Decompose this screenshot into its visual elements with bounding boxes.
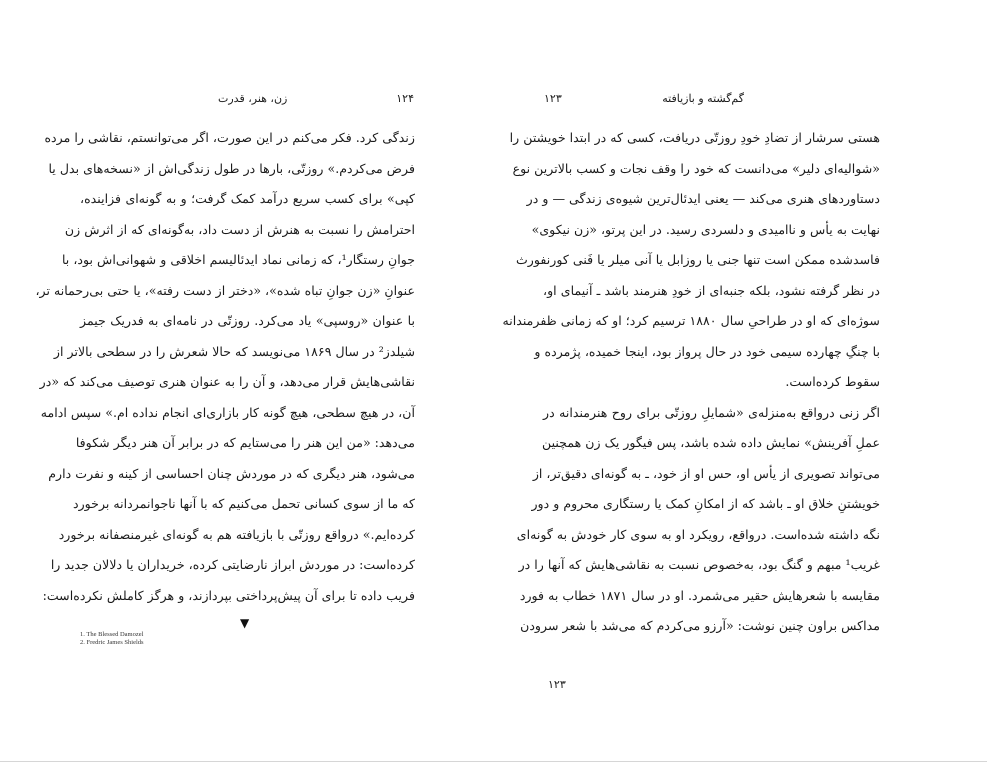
- text-line: شیلدز² در سال ۱۸۶۹ می‌نویسد که حالا شعرش را در سطحی بالاتر از: [53, 343, 415, 359]
- footnote: 1. The Blessed Damozel: [80, 631, 144, 638]
- text-line: آن، در هیچ سطحی، هیچ گونه کار بازاری‌ای انجام نداده ام.» سپس ادامه: [40, 404, 415, 420]
- text-line: سقوط کرده‌است.: [785, 374, 880, 389]
- text-line: فاسدشده ممکن است تنها جنی یا روزابل یا آنی میلر یا فَنی کورنفورث: [515, 252, 880, 267]
- text-line: مقایسه با شعرهایش حقیر می‌شمرد. او در سال ۱۸۷۱ خطاب به فورد: [519, 587, 880, 603]
- text-line: فریب داده تا برای آن پیش‌پرداختی بپردازند، و هرگز کاملش نکرده‌است:: [42, 587, 415, 603]
- text-line: می‌شود، هنر دیگری که در موردش چنان احساسی از کینه و نفرت دارم: [48, 465, 415, 481]
- text-line: فرض می‌کردم.» روزتّی، بارها در طول زندگی‌اش از «نسخه‌های بدل یا: [48, 160, 415, 176]
- left-running-head: [218, 90, 414, 108]
- text-line: جوانِ رستگار¹، که زمانی نماد ایدئالیسم اخلاقی و شهوانی‌اش بود، با: [61, 252, 415, 267]
- text-line: نهایت به یأس و ناامیدی و دلسردی رسید. در این پرتو، «زن نیکوی»: [531, 221, 880, 237]
- text-line: مداکس براون چنین نوشت: «آرزو می‌کردم که می‌شد با شعر سرودن: [520, 618, 880, 633]
- left-body-text: [35, 123, 415, 611]
- text-line: که ما از سوی کسانی تحمل می‌کنیم که با آنها ناجوانمردانه برخورد: [72, 496, 415, 511]
- text-line: عنوانِ «زن جوانِ تباه شده»، «دختر از دست رفته»، یا حتی بی‌رحمانه تر،: [35, 282, 415, 298]
- text-line: عملِ آفرینش» نمایش داده شده باشد، پس فیگور یک زن همچنین: [542, 435, 880, 450]
- text-line: دستاوردهای هنری می‌کند — یعنی ایدئال‌ترین شیوه‌ی زندگی — و در: [526, 191, 880, 206]
- text-line: در نظر گرفته نشود، بلکه جنبه‌ای از خودِ هنرمند باشد ـ آنیمای او،: [543, 282, 880, 298]
- text-line: می‌تواند تصویری از یأس او، حس او از خود، ـ به گونه‌ای دقیق‌تر، از: [532, 465, 880, 481]
- left-running-title: زن، هنر، قدرت: [218, 92, 288, 105]
- right-footer-page-number: ۱۲۳: [548, 678, 566, 691]
- bottom-divider: [0, 761, 987, 762]
- text-line: احترامش را نسبت به هنرش از دست داد، به‌گونه‌ای که از اثرش زن: [64, 221, 415, 237]
- left-page-number: ۱۲۴: [396, 92, 414, 105]
- text-line: کپی» برای کسب سریع درآمد کمک گرفت؛ و به گونه‌ای فزاینده،: [80, 191, 415, 206]
- right-page-number: ۱۲۳: [544, 92, 562, 105]
- footnotes: [80, 631, 280, 647]
- text-line: می‌دهد: «من این هنر را می‌ستایم که در برابر آن هنر دیگر شکوفا: [75, 435, 415, 450]
- text-line: نگه داشته شده‌است. درواقع، رویکرد او به سوی کار خودش به گونه‌ای: [516, 526, 880, 542]
- text-line: اگر زنی درواقع به‌منزله‌ی «شمایلِ روزتّی برای روح هنرمندانه در: [543, 404, 880, 420]
- text-line: با چنگِ چهارده سیمی خود در حال پرواز بود، اینجا خمیده، پژمرده و: [534, 343, 880, 359]
- right-body-text: [502, 123, 880, 642]
- text-line: «شوالیه‌ای دلیر» می‌دانست که خود را وقف نجات و کسب بالاترین نوع: [512, 160, 880, 176]
- text-line: کرده‌است: در موردش ابراز نارضایتی کرده، خریداران یا دلالان جدید را: [50, 557, 415, 572]
- text-line: سوژه‌ای که او در طراحیِ سال ۱۸۸۰ ترسیم کرد؛ او که زمانی ظفرمندانه: [502, 313, 880, 328]
- right-running-head: [544, 90, 744, 108]
- text-line: هستی سرشار از تضادِ خودِ روزتّی دریافت، کسی که در ابتدا خویشتن را: [509, 130, 880, 145]
- text-line: غریب¹ مبهم و گنگ بود، به‌خصوص نسبت به نقاشی‌هایش که آنها را در: [518, 557, 880, 572]
- text-line: زندگی کرد. فکر می‌کنم در این صورت، اگر می‌توانستم، نقاشی را مرده: [44, 130, 415, 145]
- text-line: با عنوان «روسپی» یاد می‌کرد. روزتّی در نامه‌ای به فدریک جیمز: [80, 313, 415, 328]
- footnote: 2. Fredric James Shields: [80, 639, 144, 646]
- right-running-title: گم‌گشته و بازیافته: [662, 92, 744, 105]
- text-line: نقاشی‌هایش قرار می‌دهد، و آن را به عنوان هنری توصیف می‌کند که «در: [39, 374, 415, 389]
- down-triangle-icon[interactable]: ▼: [240, 616, 250, 630]
- text-line: خویشتنِ خلاق او ـ باشد که از امکانِ کمک یا رستگاری محروم و دور: [531, 496, 880, 511]
- right-page: [494, 0, 987, 763]
- text-line: کرده‌ایم.» درواقع روزتّی با بازیافته هم به گونه‌ای غیرمنصفانه برخورد: [58, 526, 415, 542]
